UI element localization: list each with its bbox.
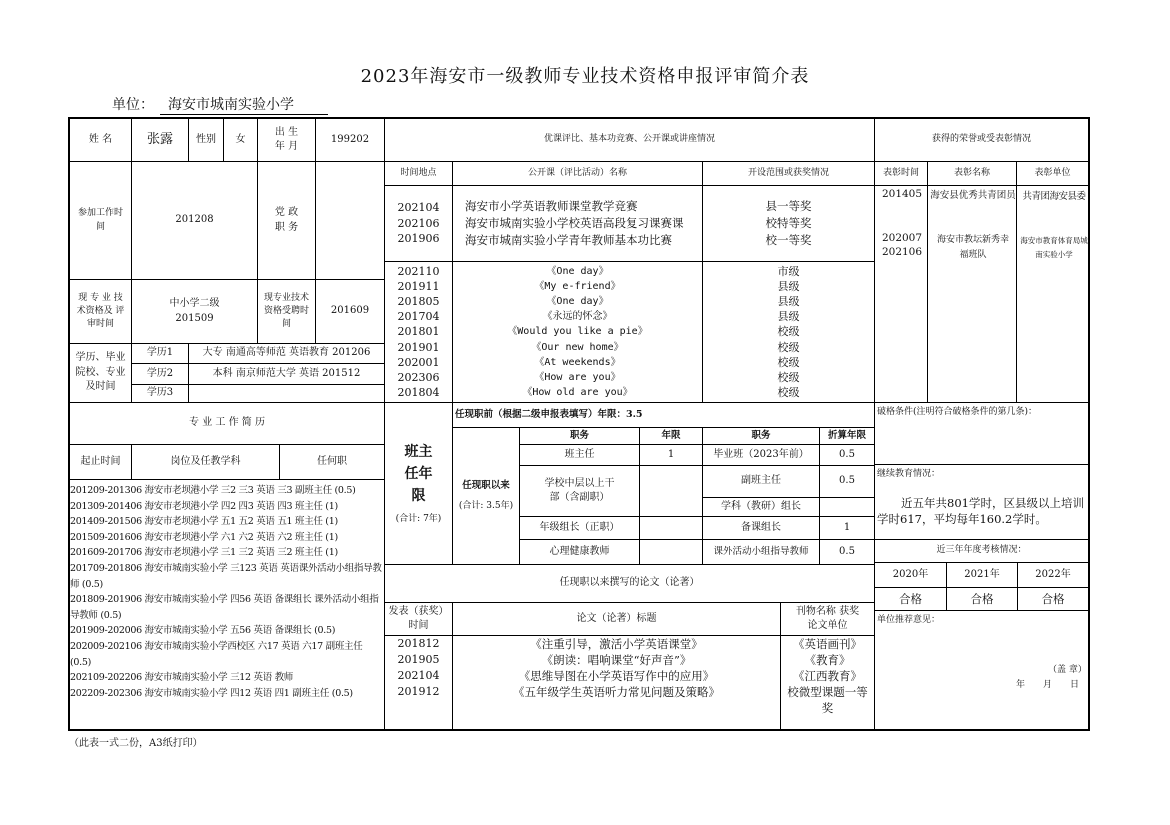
headteacher-total: (合计: 7年) xyxy=(395,513,442,524)
work-start-value: 201208 xyxy=(131,161,258,280)
seal: （盖 章） xyxy=(1048,665,1087,675)
competition-results xyxy=(702,185,875,262)
duty-cell: 班主任 xyxy=(519,444,640,466)
honors-header-date: 表彰时间 xyxy=(874,161,928,186)
gender-label: 性别 xyxy=(188,117,224,162)
education-label: 学历、毕业院校、专业及时间 xyxy=(68,343,132,403)
headteacher-label-cell xyxy=(384,402,453,565)
open-class-level: 市级 xyxy=(777,264,800,278)
open-class-name: 《How are you》 xyxy=(534,372,621,383)
competition-name: 海安市城南实验小学青年教师基本功比赛 xyxy=(465,232,672,247)
open-class-level: 县级 xyxy=(777,294,800,308)
history-item: 202109-202206 海安市城南实验小学 三12 英语 教师 xyxy=(70,672,294,684)
unit-value: 海安市城南实验小学 xyxy=(160,94,328,115)
duty-cell: 课外活动小组指导教师 xyxy=(702,539,820,565)
education-label: 继续教育情况： xyxy=(877,469,941,479)
open-class-name: 《My e-friend》 xyxy=(534,280,621,292)
paper-title: 《朗读：唱响课堂“好声音”》 xyxy=(541,653,692,667)
birth-value: 199202 xyxy=(315,117,385,162)
paper-pub: 《江西教育》 xyxy=(793,669,862,683)
duty-cell: 备课组长 xyxy=(702,516,820,540)
honor-date: 202106 xyxy=(881,246,923,258)
paper-date: 201912 xyxy=(397,685,440,698)
open-class-date: 201911 xyxy=(397,279,440,293)
paper-title: 《思维导图在小学英语写作中的应用》 xyxy=(518,669,715,683)
history-item: 201509-201606 海安市老坝港小学 六1 六2 英语 六2 班主任 (1) xyxy=(70,531,338,543)
history-item: 201209-201306 海安市老坝港小学 三2 三3 英语 三3 副班主任 (0.5) xyxy=(70,485,356,496)
years-cell: 1 xyxy=(819,516,875,540)
open-class-date: 202306 xyxy=(397,371,440,384)
competition-dates xyxy=(384,185,453,262)
edu-2-value: 本科 南京师范大学 英语 201512 xyxy=(188,363,385,385)
page-title: 2023年海安市一级教师专业技术资格申报评审简介表 xyxy=(360,66,810,87)
open-class-level: 校级 xyxy=(777,355,800,369)
review-result: 合格 xyxy=(946,587,1018,611)
open-class-level: 县级 xyxy=(777,310,800,324)
honor-date: 202007 xyxy=(881,232,923,244)
open-class-date: 201804 xyxy=(397,386,440,400)
open-class-dates xyxy=(384,261,453,403)
honors-unit-col xyxy=(1016,185,1090,403)
edu-1-label: 学历1 xyxy=(131,343,189,364)
years-cell: 0.5 xyxy=(819,444,875,466)
open-class-date: 201704 xyxy=(397,310,440,324)
history-item: 201909-202006 海安市城南实验小学 五56 英语 备课组长 (0.5) xyxy=(70,625,336,637)
review-year: 2021年 xyxy=(946,562,1018,588)
history-item: 202009-202106 海安市城南实验小学西校区 六17 英语 六17 副班主任 (0.5) xyxy=(70,640,363,668)
duty-cell: 年级组长（正职） xyxy=(519,516,640,540)
lessons-header-date: 时间地点 xyxy=(384,161,453,186)
paper-date: 201812 xyxy=(397,637,440,650)
review-year: 2020年 xyxy=(874,562,947,588)
honors-date-col xyxy=(874,185,928,403)
review-label: 近三年年度考核情况： xyxy=(874,539,1090,563)
paper-title: 《五年级学生英语听力常见问题及策略》 xyxy=(513,685,720,699)
papers-header-pub: 刊物名称 获奖论文单位 xyxy=(780,602,875,636)
party-label: 党 政 职 务 xyxy=(257,161,316,280)
headteacher-label: 班主任年限 xyxy=(404,443,433,504)
open-class-name: 《How old are you》 xyxy=(522,387,633,399)
headteacher-since-total: (合计: 3.5年) xyxy=(458,501,514,512)
duty-cell: 心理健康教师 xyxy=(519,539,640,565)
history-item: 202209-202306 海安市城南实验小学 四12 英语 四1 副班主任 (0.5) xyxy=(70,687,353,699)
history-item: 201409-201506 海安市老坝港小学 五1 五2 英语 五1 班主任 (1) xyxy=(70,516,338,528)
qualification-value xyxy=(131,279,258,344)
paper-pubs xyxy=(780,635,875,731)
papers-header-title: 论文（论著）标题 xyxy=(452,602,781,636)
honors-header-name: 表彰名称 xyxy=(927,161,1017,186)
lessons-title: 优课评比、基本功竞赛、公开课或讲座情况 xyxy=(384,117,875,162)
papers-title: 任现职以来撰写的论文（论著） xyxy=(384,564,875,603)
honors-title: 获得的荣誉或受表彰情况 xyxy=(874,117,1090,162)
open-class-level: 校级 xyxy=(777,325,800,339)
name-label: 姓 名 xyxy=(68,117,132,162)
open-class-name: 《永远的怀念》 xyxy=(542,311,613,323)
years-cell xyxy=(639,539,703,565)
paper-titles xyxy=(452,635,781,731)
open-class-level: 校级 xyxy=(777,340,800,354)
honors-header-unit: 表彰单位 xyxy=(1016,161,1090,186)
competition-result: 校一等奖 xyxy=(765,232,812,247)
years-header: 年限 xyxy=(639,427,703,445)
education-text: 近五年共801学时，区县级以上培训学时617，平均每年160.2学时。 xyxy=(877,496,1084,527)
history-item: 201309-201406 海安市老坝港小学 四2 四3 英语 四3 班主任 (1) xyxy=(70,500,338,512)
open-class-level: 县级 xyxy=(777,279,800,293)
honor-unit: 共青团海安县委 xyxy=(1022,191,1086,202)
edu-1-value: 大专 南通高等师范 英语教育 201206 xyxy=(188,343,385,364)
open-class-name: 《At weekends》 xyxy=(534,356,621,368)
open-class-level: 校级 xyxy=(777,386,800,400)
open-class-name: 《One day》 xyxy=(546,265,609,277)
history-title: 专 业 工 作 简 历 xyxy=(68,402,385,445)
footnote: （此表一式二份，A3纸打印） xyxy=(69,738,203,749)
edu-2-label: 学历2 xyxy=(131,363,189,385)
competition-date: 202104 xyxy=(397,200,440,214)
open-class-levels xyxy=(702,261,875,403)
headteacher-before: 任现职前（根据二级申报表填写）年限：3.5 xyxy=(452,402,875,428)
history-header-time: 起止时间 xyxy=(68,444,132,480)
competition-date: 202106 xyxy=(397,216,440,230)
competition-name: 海安市城南实验小学校英语高段复习课赛课 xyxy=(465,216,684,231)
open-class-names xyxy=(452,261,703,403)
review-year: 2022年 xyxy=(1017,562,1090,588)
party-value xyxy=(315,161,385,280)
unit-label: 单位： xyxy=(112,97,154,113)
history-header-post: 岗位及任教学科 xyxy=(131,444,280,480)
name-value: 张露 xyxy=(131,117,189,162)
qualification-label: 现 专 业 技术资格及 评审时间 xyxy=(68,279,132,344)
paper-pub: 校微型课题一等奖 xyxy=(787,685,868,715)
qualification-name: 中小学二级 xyxy=(169,298,220,309)
open-class-date: 201805 xyxy=(397,294,440,308)
years-cell: 1 xyxy=(639,444,703,466)
duty-header: 职务 xyxy=(519,427,640,445)
paper-pub: 《教育》 xyxy=(804,653,851,667)
gender-value: 女 xyxy=(223,117,258,162)
open-class-date: 202110 xyxy=(397,264,440,278)
open-class-date: 201901 xyxy=(397,340,440,354)
competition-date: 201906 xyxy=(397,232,440,246)
duty-cell: 学科（教研）组长 xyxy=(702,497,820,517)
open-class-date: 201801 xyxy=(397,325,440,339)
years-cell: 0.5 xyxy=(819,539,875,565)
paper-pub: 《英语画刊》 xyxy=(793,637,862,651)
honor-name: 海安市教坛新秀幸福班队 xyxy=(936,235,1009,260)
open-class-date: 202001 xyxy=(397,355,440,369)
competition-names xyxy=(452,185,703,262)
hire-label: 现专业技术资格受聘时间 xyxy=(257,279,316,344)
recommend-label: 单位推荐意见： xyxy=(874,610,1090,731)
years-cell: 0.5 xyxy=(819,465,875,498)
honor-unit: 海安市教育体育局城南实验小学 xyxy=(1020,236,1088,259)
qualification-date: 201509 xyxy=(175,312,214,324)
open-class-name: 《Our new home》 xyxy=(531,341,624,353)
open-class-name: 《One day》 xyxy=(546,295,609,307)
lessons-header-name: 公开课（评比活动）名称 xyxy=(452,161,703,186)
exception-label: 破格条件(注明符合破格条件的第几条)： xyxy=(874,402,1090,465)
honors-name-col xyxy=(927,185,1017,403)
honor-name: 海安县优秀共青团员 xyxy=(930,190,1016,201)
birth-label: 出 生 年 月 xyxy=(257,117,316,162)
history-item: 201809-201906 海安市城南实验小学 四56 英语 备课组长 课外活动小组指导教师 (0.5) xyxy=(70,594,379,621)
paper-date: 202104 xyxy=(397,669,440,682)
competition-result: 校特等奖 xyxy=(765,216,812,231)
duty-header: 职务 xyxy=(702,427,820,445)
competition-name: 海安市小学英语教师课堂教学竞赛 xyxy=(465,199,638,214)
converted-years-header: 折算年限 xyxy=(819,427,875,445)
work-start-label: 参加工作时间 xyxy=(68,161,132,280)
open-class-name: 《Would you like a pie》 xyxy=(507,326,648,338)
open-class-level: 校级 xyxy=(777,371,800,384)
paper-date: 201905 xyxy=(397,653,440,666)
paper-title: 《注重引导，激活小学英语课堂》 xyxy=(530,637,703,651)
competition-result: 县一等奖 xyxy=(765,199,812,214)
paper-dates xyxy=(384,635,453,731)
papers-header-date: 发表（获奖）时间 xyxy=(384,602,453,636)
duty-cell: 毕业班（2023年前） xyxy=(702,444,820,466)
headteacher-since-cell xyxy=(452,427,520,565)
history-list xyxy=(70,483,385,701)
edu-3-label: 学历3 xyxy=(131,384,189,403)
review-result: 合格 xyxy=(1017,587,1090,611)
date-line: 年 月 日 xyxy=(1016,680,1080,690)
honor-date: 201405 xyxy=(881,188,923,200)
duty-cell: 学校中层以上干部（含副职） xyxy=(519,465,640,517)
duty-cell: 副班主任 xyxy=(702,465,820,498)
years-cell xyxy=(819,497,875,517)
history-item: 201709-201806 海安市城南实验小学 三123 英语 英语课外活动小组指导教师 (0.5) xyxy=(70,562,382,590)
history-header-role: 任何职 xyxy=(279,444,385,480)
review-result: 合格 xyxy=(874,587,947,611)
edu-3-value xyxy=(188,384,385,403)
headteacher-since-label: 任现职以来 xyxy=(462,479,510,491)
education-cell xyxy=(874,464,1090,540)
lessons-header-result: 开设范围或获奖情况 xyxy=(702,161,875,186)
hire-value: 201609 xyxy=(315,279,385,344)
years-cell xyxy=(639,516,703,540)
history-item: 201609-201706 海安市老坝港小学 三1 三2 英语 三2 班主任 (1) xyxy=(70,547,338,559)
years-cell xyxy=(639,465,703,517)
